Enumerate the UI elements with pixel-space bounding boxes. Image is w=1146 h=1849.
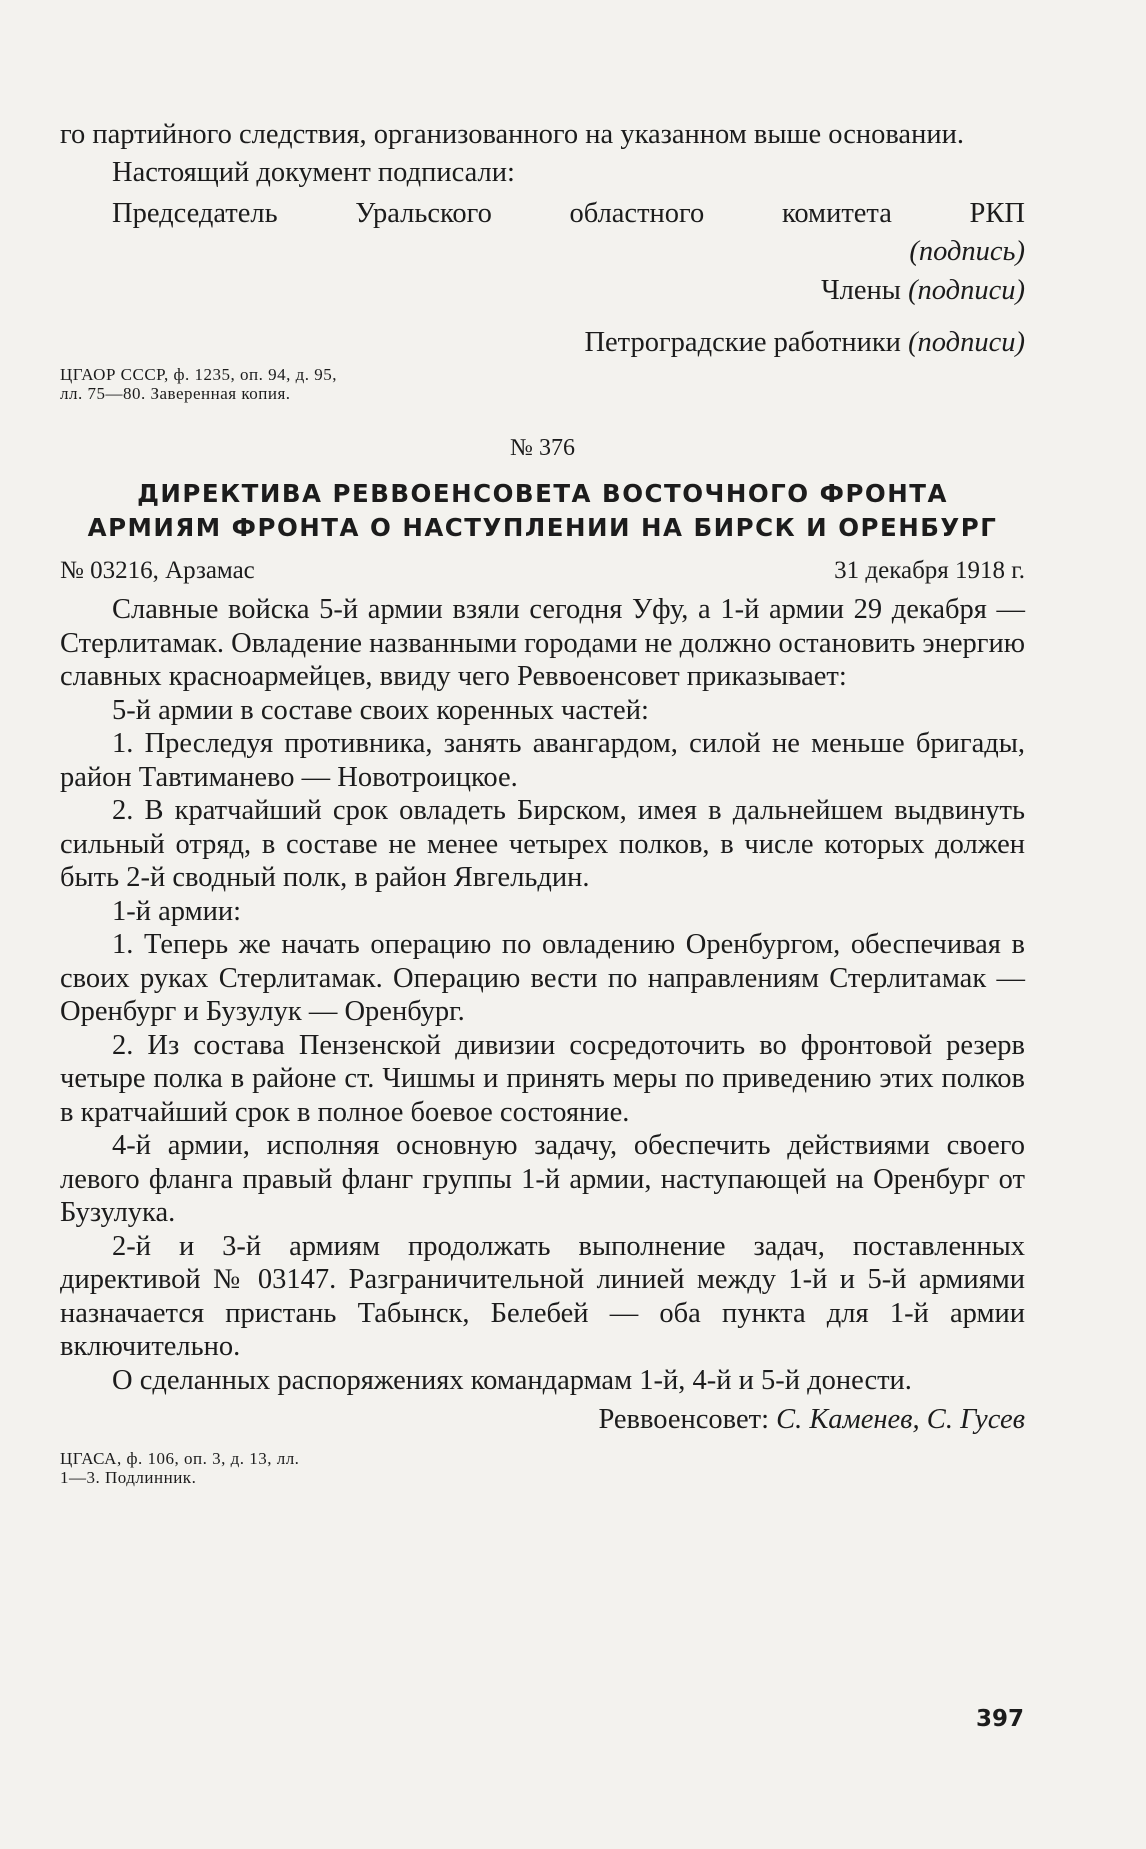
archive-ref-4: 1—3. Подлинник.: [60, 1468, 197, 1487]
chairman-role: Председатель Уральского областного комитета РКП: [112, 198, 1025, 229]
paragraph: 1. Теперь же начать операцию по овладению Оренбургом, обеспечивая в своих руках Стерлитамак. Операцию вести по направлениям Стерлитамак — Оренбург и Бузулук — Оренбург.: [60, 929, 1025, 1027]
page-number: 397: [976, 1706, 1025, 1732]
paragraph: 2-й и 3-й армиям продолжать выполнение задач, поставленных директивой № 03147. Разграничительной линией между 1-й и 5-й армиями назначается пристань Табынск, Белебей — оба пункта для 1-й армии включительно.: [60, 1230, 1025, 1362]
document-title-line-1: ДИРЕКТИВА РЕВВОЕНСОВЕТА ВОСТОЧНОГО ФРОНТА: [137, 479, 948, 508]
page-body: [60, 118, 1025, 1487]
signers-label: Реввоенсовет:: [598, 1404, 769, 1435]
archive-ref-2: лл. 75—80. Заверенная копия.: [60, 384, 291, 403]
document-title-line-2: АРМИЯМ ФРОНТА О НАСТУПЛЕНИИ НА БИРСК И ОРЕНБУРГ: [87, 513, 998, 542]
petrograd-line: [60, 326, 1025, 360]
archive-ref-3: ЦГАСА, ф. 106, оп. 3, д. 13, лл.: [60, 1449, 300, 1468]
paragraph: 4-й армии, исполняя основную задачу, обеспечить действиями своего левого фланга правый фланг группы 1-й армии, наступающей на Оренбург от Бузулука.: [60, 1130, 1025, 1228]
members-label: Члены: [821, 275, 901, 306]
members-line: [60, 274, 1025, 308]
continuation-text: го партийного следствия, организованного на указанном выше основании.: [60, 119, 964, 150]
petrograd-label: Петроградские работники: [584, 326, 901, 358]
paragraph: Славные войска 5-й армии взяли сегодня Уфу, а 1-й армии 29 декабря — Стерлитамак. Овладение названными городами не должно остановить энергию славных красноармейцев, ввиду чего Реввоенсовет приказывает:: [60, 594, 1025, 692]
petrograd-signature: (подписи): [908, 326, 1025, 358]
paragraph: 1. Преследуя противника, занять авангардом, силой не меньше бригады, район Тавтиманево — Новотроицкое.: [60, 728, 1025, 793]
paragraph: 5-й армии в составе своих коренных частей:: [112, 694, 649, 726]
chairman-signature: (подпись): [909, 235, 1025, 267]
members-signature: (подписи): [908, 275, 1025, 306]
paragraph: 2. Из состава Пензенской дивизии сосредоточить во фронтовой резерв четыре полка в районе ст. Чишмы и принять меры по приведению этих полков в кратчайший срок в полное боевое состояние.: [60, 1029, 1025, 1128]
signers-line: [60, 1401, 1025, 1439]
paragraph: О сделанных распоряжениях командармам 1-й, 4-й и 5-й донести.: [112, 1364, 912, 1396]
document-ref: № 03216, Арзамас: [60, 557, 255, 584]
document-number: № 376: [510, 435, 575, 461]
paragraph: 2. В кратчайший срок овладеть Бирском, имея в дальнейшем выдвинуть сильный отряд, в составе не менее четырех полков, в числе которых должен быть 2-й сводный полк, в район Явгельдин.: [60, 795, 1025, 893]
archive-ref-1: ЦГАОР СССР, ф. 1235, оп. 94, д. 95,: [60, 365, 338, 384]
signed-line: Настоящий документ подписали:: [112, 156, 515, 188]
signers-names: С. Каменев, С. Гусев: [776, 1404, 1025, 1435]
document-meta: [60, 555, 1025, 587]
paragraph: 1-й армии:: [112, 895, 242, 927]
document-date: 31 декабря 1918 г.: [834, 557, 1025, 584]
